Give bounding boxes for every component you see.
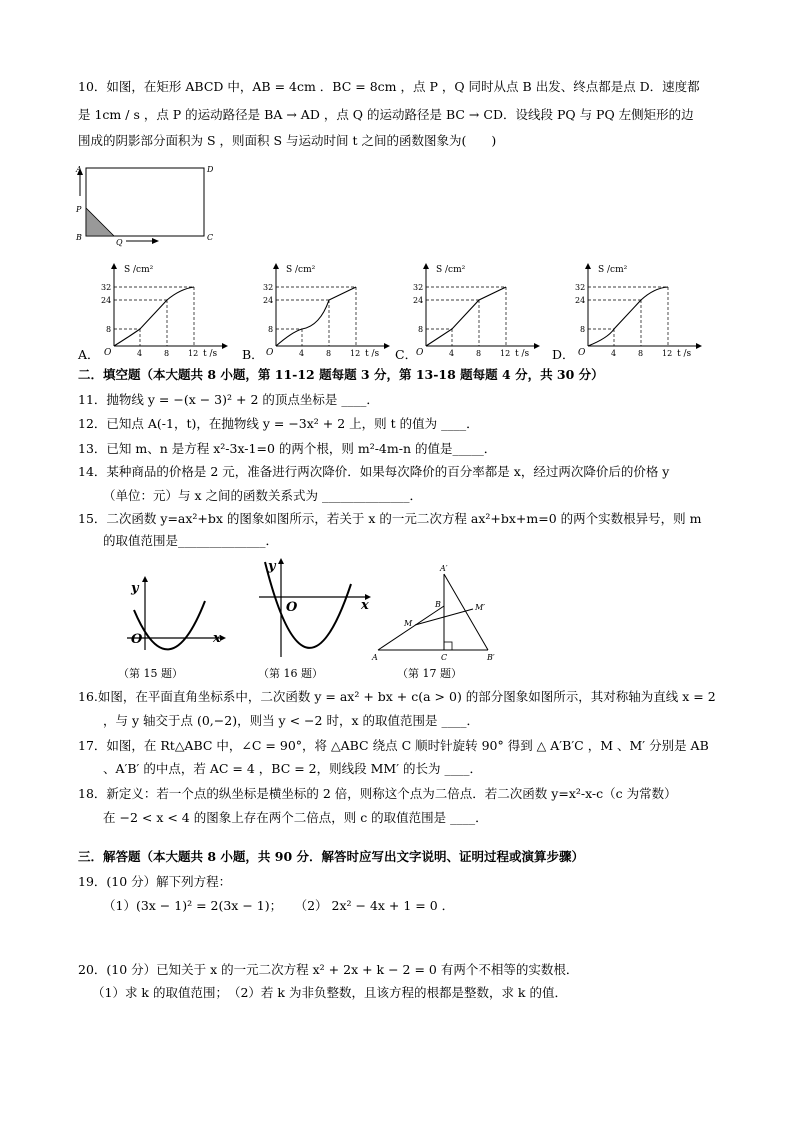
q10-line-1: 10．如图，在矩形 ABCD 中，AB = 4cm ．BC = 8cm ，点 P ，Q 同时从点 B 出发、终点都是点 D．速度都: [78, 79, 700, 94]
x-tick-4: 4: [137, 349, 143, 358]
graph-c: [412, 258, 542, 358]
q15-line-1: 15．二次函数 y=ax²+bx 的图象如图所示，若关于 x 的一元二次方程 ax²+bx+m=0 的两个实数根异号，则 m: [78, 511, 702, 526]
y-axis-label: y: [131, 581, 139, 596]
x-label: t /s: [677, 349, 692, 358]
x-tick-8: 8: [476, 349, 482, 358]
x-tick-4: 4: [299, 349, 305, 358]
q10-line-3: 围成的阴影部分面积为 S ，则面积 S 与运动时间 t 之间的函数图象为( ): [78, 133, 497, 148]
y-tick-8: 8: [106, 325, 112, 334]
section-3-heading: 三．解答题（本大题共 8 小题，共 90 分．解答时应写出文字说明、证明过程或演算步骤）: [78, 849, 585, 864]
label-c: C: [207, 233, 214, 242]
y-tick-24: 24: [413, 296, 424, 305]
q20-line-1: 20．(10 分）已知关于 x 的一元二次方程 x² + 2x + k − 2 = 0 有两个不相等的实数根．: [78, 962, 579, 977]
graph-d: [574, 258, 704, 358]
label-a: A: [372, 653, 378, 662]
figure-17-caption: （第 17 题）: [397, 667, 462, 680]
q16-line-1: 16.如图，在平面直角坐标系中，二次函数 y = ax² + bx + c(a > 0) 的部分图象如图所示，其对称轴为直线 x = 2: [78, 689, 716, 704]
q14-line-1: 14．某种商品的价格是 2 元，准备进行两次降价．如果每次降价的百分率都是 x，经过两次降价后的价格 y: [78, 464, 670, 479]
label-c: C: [441, 653, 448, 662]
y-label: S /cm²: [286, 265, 316, 275]
y-tick-24: 24: [101, 296, 112, 305]
option-d-label: D．: [552, 347, 575, 362]
label-a: A: [76, 165, 82, 174]
q17-line-2: 、A′B′ 的中点，若 AC = 4 ，BC = 2，则线段 MM′ 的长为 ____．: [103, 761, 482, 776]
y-tick-8: 8: [418, 325, 424, 334]
label-m: M: [404, 619, 413, 628]
figure-15: [125, 568, 230, 653]
origin-label: O: [131, 632, 143, 647]
q14-line-2: （单位：元）与 x 之间的函数关系式为 ______________．: [103, 488, 422, 503]
y-tick-8: 8: [268, 325, 274, 334]
q19-line-1: 19．(10 分）解下列方程：: [78, 874, 232, 889]
q19-line-2: （1）(3x − 1)² = 2(3x − 1)； （2） 2x² − 4x + 1 = 0 ．: [103, 898, 455, 913]
figure-15-caption: （第 15 题）: [118, 667, 183, 680]
y-tick-24: 24: [575, 296, 586, 305]
x-tick-12: 12: [188, 349, 199, 358]
origin-label: O: [286, 600, 298, 615]
option-a-label: A．: [78, 347, 100, 362]
q10-line-2: 是 1cm / s ，点 P 的运动路径是 BA → AD ，点 Q 的运动路径是 BC → CD．设线段 PQ 与 PQ 左侧矩形的边: [78, 107, 694, 122]
option-b-label: B．: [242, 347, 264, 362]
x-tick-12: 12: [350, 349, 361, 358]
label-b: B: [435, 600, 441, 609]
x-label: t /s: [365, 349, 380, 358]
q18-line-2: 在 −2 < x < 4 的图象上存在两个二倍点，则 c 的取值范围是 ____．: [103, 810, 488, 825]
y-label: S /cm²: [598, 265, 628, 275]
x-axis-label: x: [213, 631, 221, 646]
label-p: P: [76, 205, 82, 214]
y-tick-32: 32: [101, 283, 112, 292]
x-tick-12: 12: [662, 349, 673, 358]
label-b: B: [76, 233, 82, 242]
label-d: D: [207, 165, 214, 174]
origin: O: [416, 348, 424, 358]
q13: 13．已知 m、n 是方程 x²-3x-1=0 的两个根，则 m²-4m-n 的值是_____．: [78, 441, 497, 456]
q20-line-2: （1）求 k 的取值范围； （2）若 k 为非负整数，且该方程的根都是整数，求 k 的值．: [92, 985, 567, 1000]
label-b-prime: B′: [487, 653, 495, 662]
q16-line-2: ，与 y 轴交于点 (0,−2)，则当 y < −2 时，x 的取值范围是 ____．: [103, 713, 479, 728]
graph-b: [262, 258, 392, 358]
option-c-label: C．: [395, 347, 418, 362]
y-label: S /cm²: [436, 265, 466, 275]
x-axis-label: x: [361, 598, 369, 613]
x-label: t /s: [203, 349, 218, 358]
origin: O: [104, 348, 112, 358]
y-tick-8: 8: [580, 325, 586, 334]
x-tick-12: 12: [500, 349, 511, 358]
q12: 12．已知点 A(-1，t)，在抛物线 y = −3x² + 2 上，则 t 的值为 ____．: [78, 416, 479, 431]
label-m-prime: M′: [475, 603, 486, 612]
q10-rectangle-figure: [70, 160, 220, 252]
label-a-prime: A′: [440, 564, 448, 573]
q17-line-1: 17．如图，在 Rt△ABC 中，∠C = 90°，将 △ABC 绕点 C 顺时针旋转 90° 得到 △ A′B′C ，M 、M′ 分别是 AB: [78, 738, 709, 753]
section-2-heading: 二．填空题（本大题共 8 小题，第 11-12 题每题 3 分，第 13-18 题每题 4 分，共 30 分）: [78, 367, 604, 382]
q11: 11．抛物线 y = −(x − 3)² + 2 的顶点坐标是 ____．: [78, 392, 379, 407]
origin: O: [266, 348, 274, 358]
y-tick-32: 32: [263, 283, 274, 292]
graph-a: [100, 258, 230, 358]
x-tick-4: 4: [611, 349, 617, 358]
x-label: t /s: [515, 349, 530, 358]
origin: O: [578, 348, 586, 358]
x-tick-8: 8: [326, 349, 332, 358]
figure-16: [255, 552, 375, 662]
y-axis-label: y: [268, 559, 276, 574]
figure-17: [370, 562, 510, 662]
y-tick-32: 32: [413, 283, 424, 292]
x-tick-8: 8: [164, 349, 170, 358]
y-label: S /cm²: [124, 265, 154, 275]
q15-line-2: 的取值范围是______________．: [103, 533, 279, 548]
x-tick-4: 4: [449, 349, 455, 358]
label-q: Q: [116, 238, 123, 247]
figure-16-caption: （第 16 题）: [258, 667, 323, 680]
y-tick-24: 24: [263, 296, 274, 305]
q18-line-1: 18．新定义：若一个点的纵坐标是横坐标的 2 倍，则称这个点为二倍点．若二次函数 y=x²-x-c（c 为常数）: [78, 786, 677, 801]
y-tick-32: 32: [575, 283, 586, 292]
x-tick-8: 8: [638, 349, 644, 358]
